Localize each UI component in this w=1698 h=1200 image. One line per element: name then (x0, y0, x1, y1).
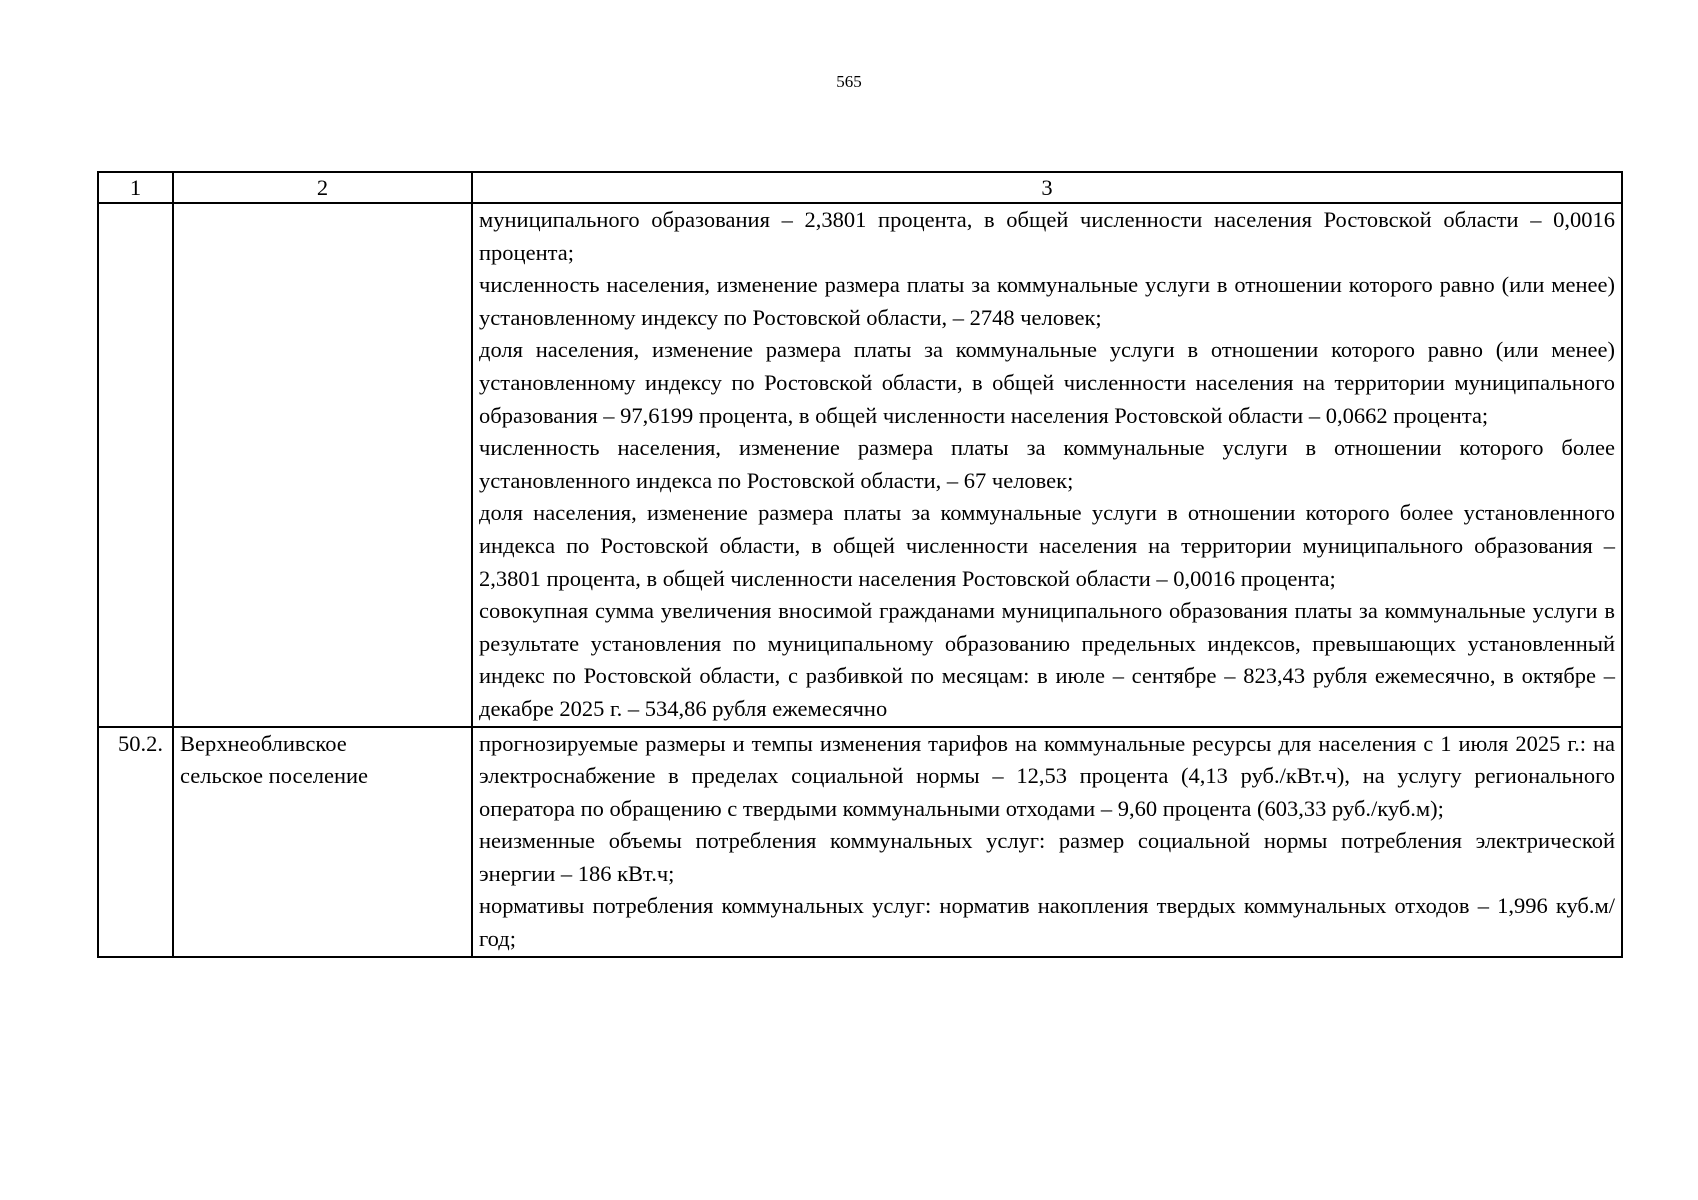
settlement-name-line-2: сельское поселение (180, 763, 369, 789)
paragraph: доля населения, изменение размера платы за коммунальные услуги в отношении которого более установленного индекса по Ростовской области, в общей численности населения на территории муниципального образования – 2,3801 процента, в общей численности населения Ростовской области – 0,0016 процента; (479, 500, 1615, 591)
paragraph: численность населения, изменение размера платы за коммунальные услуги в отношении которого равно (или менее) установленному индексу по Ростовской области, – 2748 человек; (479, 272, 1615, 330)
settlement-name-line-1: Верхнеобливское (180, 730, 347, 756)
paragraph: неизменные объемы потребления коммунальных услуг: размер социальной нормы потребления электрической энергии – 186 кВт.ч; (479, 828, 1615, 886)
paragraph: численность населения, изменение размера платы за коммунальные услуги в отношении которого более установленного индекса по Ростовской области, – 67 человек; (479, 435, 1615, 493)
table-row-continuation (98, 203, 1622, 727)
tariff-table (97, 171, 1623, 958)
row-number: 50.2. (98, 727, 173, 957)
table-row-50-2 (98, 727, 1622, 957)
settlement-name (173, 727, 472, 957)
paragraph: совокупная сумма увеличения вносимой гражданами муниципального образования платы за коммунальные услуги в результате установления по муниципальному образованию предельных индексов, превышающих установленный индекс по Ростовской области, с разбивкой по месяцам: в июле – сентябре – 823,43 рубля ежемесячно, в октябре – декабре 2025 г. – 534,86 рубля ежемесячно (479, 598, 1615, 721)
paragraph: доля населения, изменение размера платы за коммунальные услуги в отношении которого равно (или менее) установленному индексу по Ростовской области, в общей численности населения на территории муниципального образования – 97,6199 процента, в общей численности населения Ростовской области – 0,0662 процента; (479, 337, 1615, 428)
paragraph: нормативы потребления коммунальных услуг: норматив накопления твердых коммунальных отходов – 1,996 куб.м/год; (479, 893, 1615, 952)
row-continuation-number (98, 203, 173, 727)
paragraph: прогнозируемые размеры и темпы изменения тарифов на коммунальные ресурсы для населения с 1 июля 2025 г.: на электроснабжение в пределах социальной нормы – 12,53 процента (4,13 руб./кВт.ч), на услугу регионального оператора по обращению с твердыми коммунальными отходами – 9,60 процента (603,33 руб./куб.м); (479, 730, 1615, 821)
paragraph: муниципального образования – 2,3801 процента, в общей численности населения Ростовской области – 0,0016 процента; (479, 207, 1615, 265)
header-col-2: 2 (173, 172, 472, 203)
page-number: 565 (836, 72, 862, 91)
row-50-2-text (472, 727, 1622, 957)
row-continuation-name (173, 203, 472, 727)
header-col-1: 1 (98, 172, 173, 203)
header-col-3: 3 (472, 172, 1622, 203)
row-continuation-text (472, 203, 1622, 727)
table-header-row (98, 172, 1622, 203)
